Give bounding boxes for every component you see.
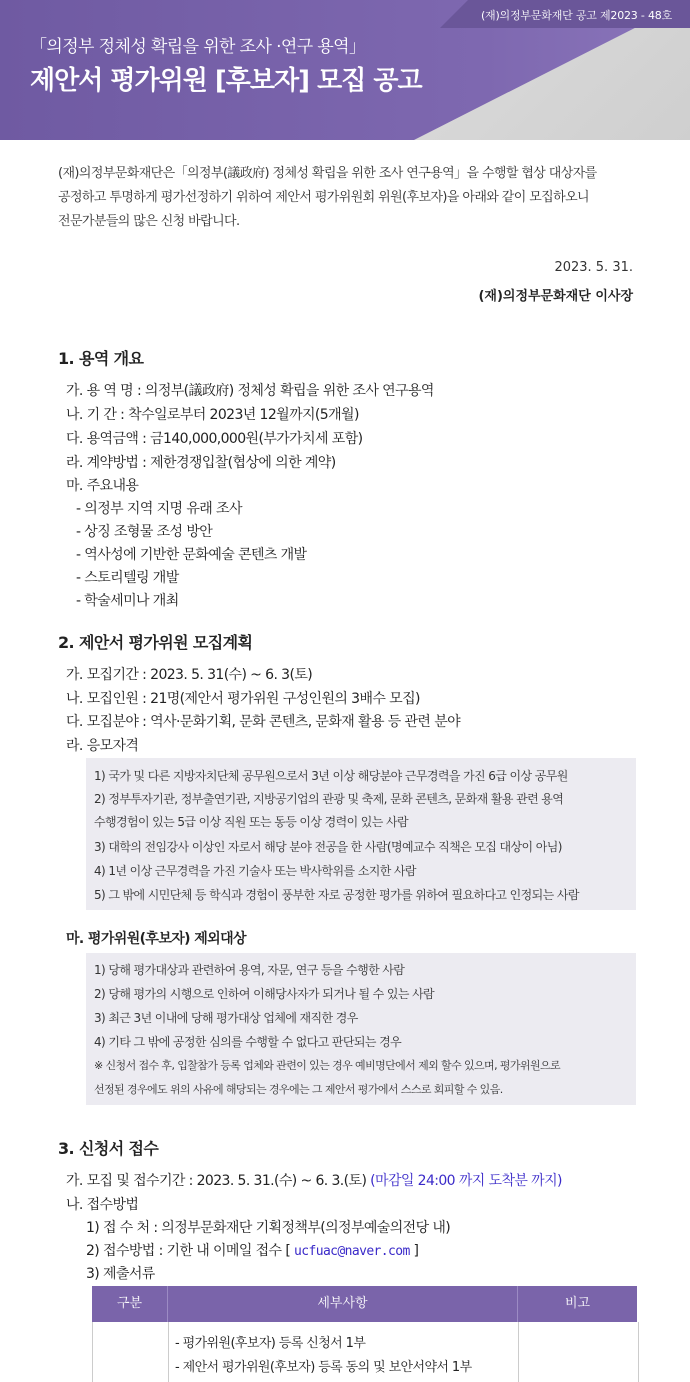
qualification-item: 1) 국가 및 다른 지방자치단체 공무원으로서 3년 이상 해당분야 근무경력을 가진 6급 이상 공무원 <box>94 769 568 783</box>
qualification-item: 3) 대학의 전임강사 이상인 자로서 해당 분야 전공을 한 사람(명예교수 직책은 모집 대상이 아님) <box>94 840 562 854</box>
method-title: 나. 접수방법 <box>66 1197 139 1213</box>
intro-line: 전문가분들의 많은 신청 바랍니다. <box>58 214 240 229</box>
header-subtitle: 「의정부 정체성 확립을 위한 조사 ·연구 용역」 <box>30 37 366 57</box>
exclusion-item: 4) 기타 그 밖에 공정한 심의를 수행할 수 없다고 판단되는 경우 <box>94 1035 402 1049</box>
qualification-item: 4) 1년 이상 근무경력을 가진 기술사 또는 박사학위를 소지한 사람 <box>94 864 416 878</box>
plan-item: 다. 모집분야 : 역사·문화기획, 문화 콘텐츠, 문화재 활용 등 관련 분야 <box>66 714 461 730</box>
exclusion-note: ※ 신청서 접수 후, 입찰참가 등록 업체와 관련이 있는 경우 예비명단에서 제외 할수 있으며, 평가위원으로 <box>94 1059 561 1072</box>
exclusion-item: 2) 당해 평가의 시행으로 인하여 이해당사자가 되거나 될 수 있는 사람 <box>94 987 435 1001</box>
header-banner <box>0 0 690 140</box>
plan-item: 가. 모집기간 : 2023. 5. 31(수) ~ 6. 3(토) <box>66 667 313 683</box>
content-item: - 의정부 지역 지명 유래 조사 <box>76 501 242 517</box>
issuer: (재)의정부문화재단 이사장 <box>478 289 633 304</box>
table-cell-category <box>93 1322 169 1382</box>
method-suffix: ] <box>409 1243 419 1259</box>
method-prefix: 2) 접수방법 : 기한 내 이메일 접수 [ <box>86 1243 295 1259</box>
table-row: - 평가위원(후보자) 등록 신청서 1부 <box>175 1336 366 1351</box>
exclusion-item: 1) 당해 평가대상과 관련하여 용역, 자문, 연구 등을 수행한 사람 <box>94 963 405 977</box>
header-category: 구분 <box>92 1286 168 1322</box>
required-docs: 3) 제출서류 <box>86 1266 155 1282</box>
exclusion-item: 3) 최근 3년 이내에 당해 평가대상 업체에 재직한 경우 <box>94 1011 358 1025</box>
docs-table-body <box>92 1322 639 1382</box>
intro-line: 공정하고 투명하게 평가선정하기 위하여 제안서 평가위원회 위원(후보자)을 아래와 같이 모집하오니 <box>58 190 590 205</box>
exclusion-title: 마. 평가위원(후보자) 제외대상 <box>66 931 246 947</box>
content-item: - 상징 조형물 조성 방안 <box>76 524 213 540</box>
email-link[interactable]: ucfuac@naver.com <box>294 1244 410 1259</box>
section-2-title: 2. 제안서 평가위원 모집계획 <box>58 633 253 652</box>
plan-item: 라. 응모자격 <box>66 738 139 754</box>
overview-item: 가. 용 역 명 : 의정부(議政府) 정체성 확립을 위한 조사 연구용역 <box>66 383 434 399</box>
plan-item: 나. 모집인원 : 21명(제안서 평가위원 구성인원의 3배수 모집) <box>66 691 420 707</box>
submission-place: 1) 접 수 처 : 의정부문화재단 기획정책부(의정부예술의전당 내) <box>86 1220 451 1236</box>
qualification-item: 5) 그 밖에 시민단체 등 학식과 경험이 풍부한 자로 공정한 평가를 위하여 필요하다고 인정되는 사람 <box>94 888 579 902</box>
header-remarks: 비고 <box>564 1296 591 1311</box>
qualification-box <box>86 758 636 910</box>
overview-item: 다. 용역금액 : 금140,000,000원(부가가치세 포함) <box>66 431 363 447</box>
exclusion-box <box>86 953 636 1105</box>
qualification-item: 수행경험이 있는 5급 이상 직원 또는 동등 이상 경력이 있는 사람 <box>94 815 408 829</box>
exclusion-note: 선정된 경우에도 위의 사유에 해당되는 경우에는 그 제안서 평가에서 스스로 회피할 수 있음. <box>94 1083 503 1096</box>
intro-paragraph <box>58 162 648 234</box>
deadline-note: (마감일 24:00 까지 도착분 까지) <box>370 1173 562 1189</box>
overview-item: 라. 계약방법 : 제한경쟁입찰(협상에 의한 계약) <box>66 455 336 471</box>
header-details: 세부사항 <box>168 1286 518 1322</box>
notice-number: (재)의정부문화재단 공고 제2023 - 48호 <box>480 9 672 22</box>
docs-table-header <box>92 1286 637 1322</box>
content-item: - 스토리텔링 개발 <box>76 570 179 586</box>
table-row: - 제안서 평가위원(후보자) 등록 동의 및 보안서약서 1부 <box>175 1360 472 1375</box>
period-label: 가. 모집 및 접수기간 : 2023. 5. 31.(수) ~ 6. 3.(토) <box>66 1173 371 1189</box>
qualification-item: 2) 정부투자기관, 정부출연기관, 지방공기업의 관광 및 축제, 문화 콘텐츠, 문화재 활용 관련 용역 <box>94 792 564 806</box>
content-item: - 학술세미나 개최 <box>76 593 179 609</box>
notice-date: 2023. 5. 31. <box>554 260 633 275</box>
period-line <box>66 1170 562 1190</box>
section-3-title: 3. 신청서 접수 <box>58 1139 159 1158</box>
header-title: 제안서 평가위원 [후보자] 모집 공고 <box>30 66 422 96</box>
submission-method <box>86 1240 418 1260</box>
overview-item: 마. 주요내용 <box>66 478 139 494</box>
overview-item: 나. 기 간 : 착수일로부터 2023년 12월까지(5개월) <box>66 407 359 423</box>
section-1-title: 1. 용역 개요 <box>58 349 144 368</box>
content-item: - 역사성에 기반한 문화예술 콘텐츠 개발 <box>76 547 307 563</box>
intro-line: (재)의정부문화재단은「의정부(議政府) 정체성 확립을 위한 조사 연구용역」을 수행할 협상 대상자를 <box>58 166 597 181</box>
